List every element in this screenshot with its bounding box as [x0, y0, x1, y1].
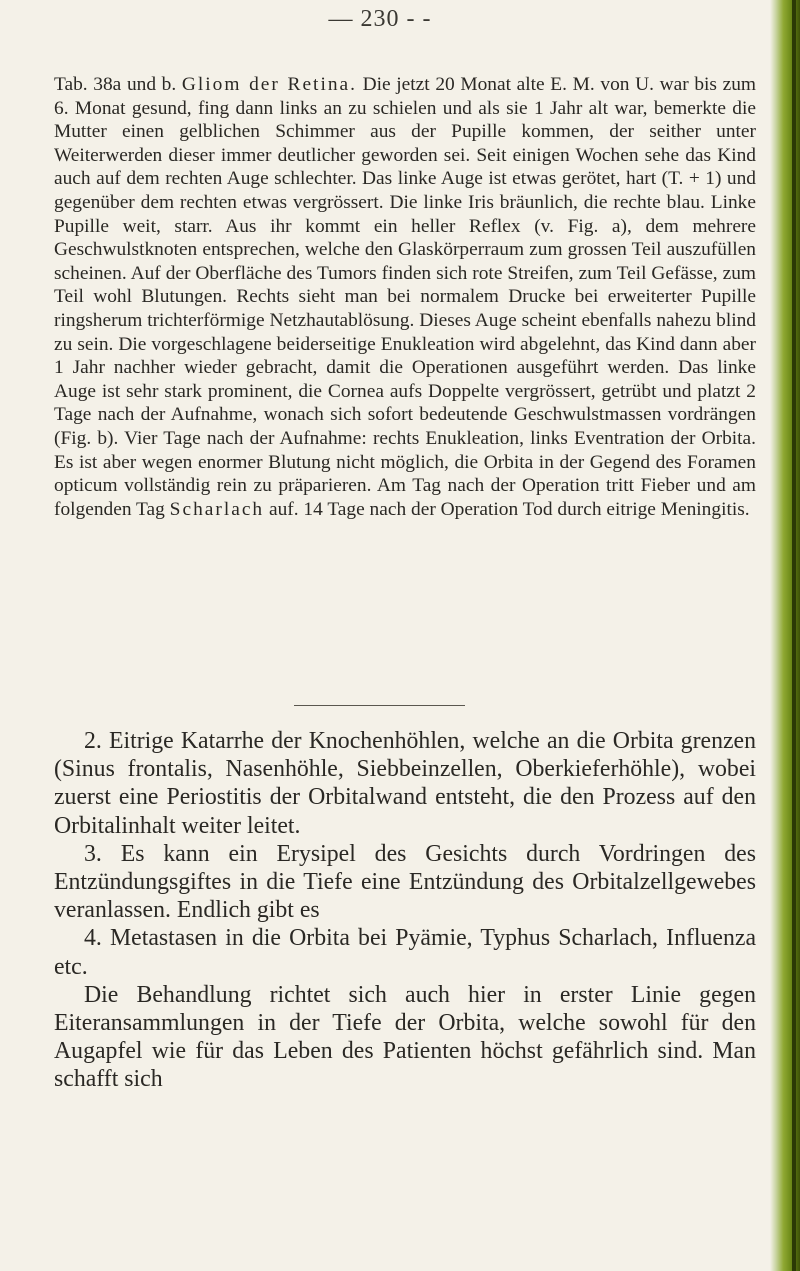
edge-shadow: [792, 0, 796, 1271]
caption-tail: auf. 14 Tage nach der Operation Tod durch eitrige Meningitis.: [264, 498, 750, 520]
caption-spaced-word: Scharlach: [169, 498, 265, 520]
caption-title: Gliom der Retina.: [181, 74, 357, 95]
body-text: [54, 727, 756, 1094]
paragraph-4: 4. Metastasen in die Orbita bei Pyämie, Typhus Scharlach, Influenza etc.: [54, 925, 756, 980]
section-divider: [294, 705, 465, 706]
page-edge-binding: [770, 0, 800, 1271]
paragraph-3: 3. Es kann ein Erysipel des Gesichts durch Vordringen des Entzündungsgiftes in die Tiefe eine Entzündung des Orbitalzellgewebes veranlassen. Endlich gibt es: [54, 840, 756, 924]
caption-lead: Tab. 38a und b.: [54, 74, 182, 95]
figure-caption: [54, 73, 756, 521]
paragraph-2: 2. Eitrige Katarrhe der Knochenhöhlen, welche an die Orbita grenzen (Sinus frontalis, Nasenhöhle, Siebbeinzellen, Oberkieferhöhle), wobei zuerst eine Periostitis der Orbitalwand entsteht, die den Prozess auf den Orbitalinhalt weiter leitet.: [54, 728, 756, 839]
caption-text: Die jetzt 20 Monat alte E. M. von U. war bis zum 6. Monat gesund, fing dann links an zu schielen und als sie 1 Jahr alt war, bemerkte die Mutter einen gelblichen Schimmer aus der Pupille kommen, der seither unter Weiterwerden dieser immer deutlicher geworden sei. Seit einigen Wochen sehe das Kind auch auf dem rechten Auge schlechter. Das linke Auge ist etwas gerötet, hart (T. + 1) und gegenüber dem rechten etwas vergrössert. Die linke Iris bräunlich, die rechte blau. Linke Pupille weit, starr. Aus ihr kommt ein heller Reflex (v. Fig. a), dem mehrere Geschwulstknoten entsprechen, welche den Glaskörperraum zum grossen Teil auszufüllen scheinen. Auf der Oberfläche des Tumors finden sich rote Streifen, zum Teil Gefässe, zum Teil wohl Blutungen. Rechts sieht man bei normalem Drucke bei erweiterter Pupille ringsherum trichterförmige Netzhautablösung. Dieses Auge scheint ebenfalls nahezu blind zu sein. Die vorgeschlagene beiderseitige Enukleation wird abgelehnt, das Kind dann aber 1 Jahr nachher wieder gebracht, damit die Operationen ausgeführt werden. Das linke Auge ist sehr stark prominent, die Cornea aufs Doppelte vergrössert, getrübt und platzt 2 Tage nach der Aufnahme, wonach sich sofort bedeutende Geschwulstmassen vordrängen (Fig. b). Vier Tage nach der Aufnahme: rechts Enukleation, links Eventration der Orbita. Es ist aber wegen enormer Blutung nicht möglich, die Orbita in der Gegend des Foramen opticum vollständig rein zu präparieren. Am Tag nach der Operation tritt Fieber und am folgenden Tag: [54, 74, 756, 520]
page-number: — 230 - -: [328, 6, 432, 32]
paragraph-treatment: Die Behandlung richtet sich auch hier in erster Linie gegen Eiteransammlungen in der Tiefe der Orbita, welche sowohl für den Augapfel wie für das Leben des Patienten höchst gefährlich sind. Man schafft sich: [54, 981, 756, 1093]
